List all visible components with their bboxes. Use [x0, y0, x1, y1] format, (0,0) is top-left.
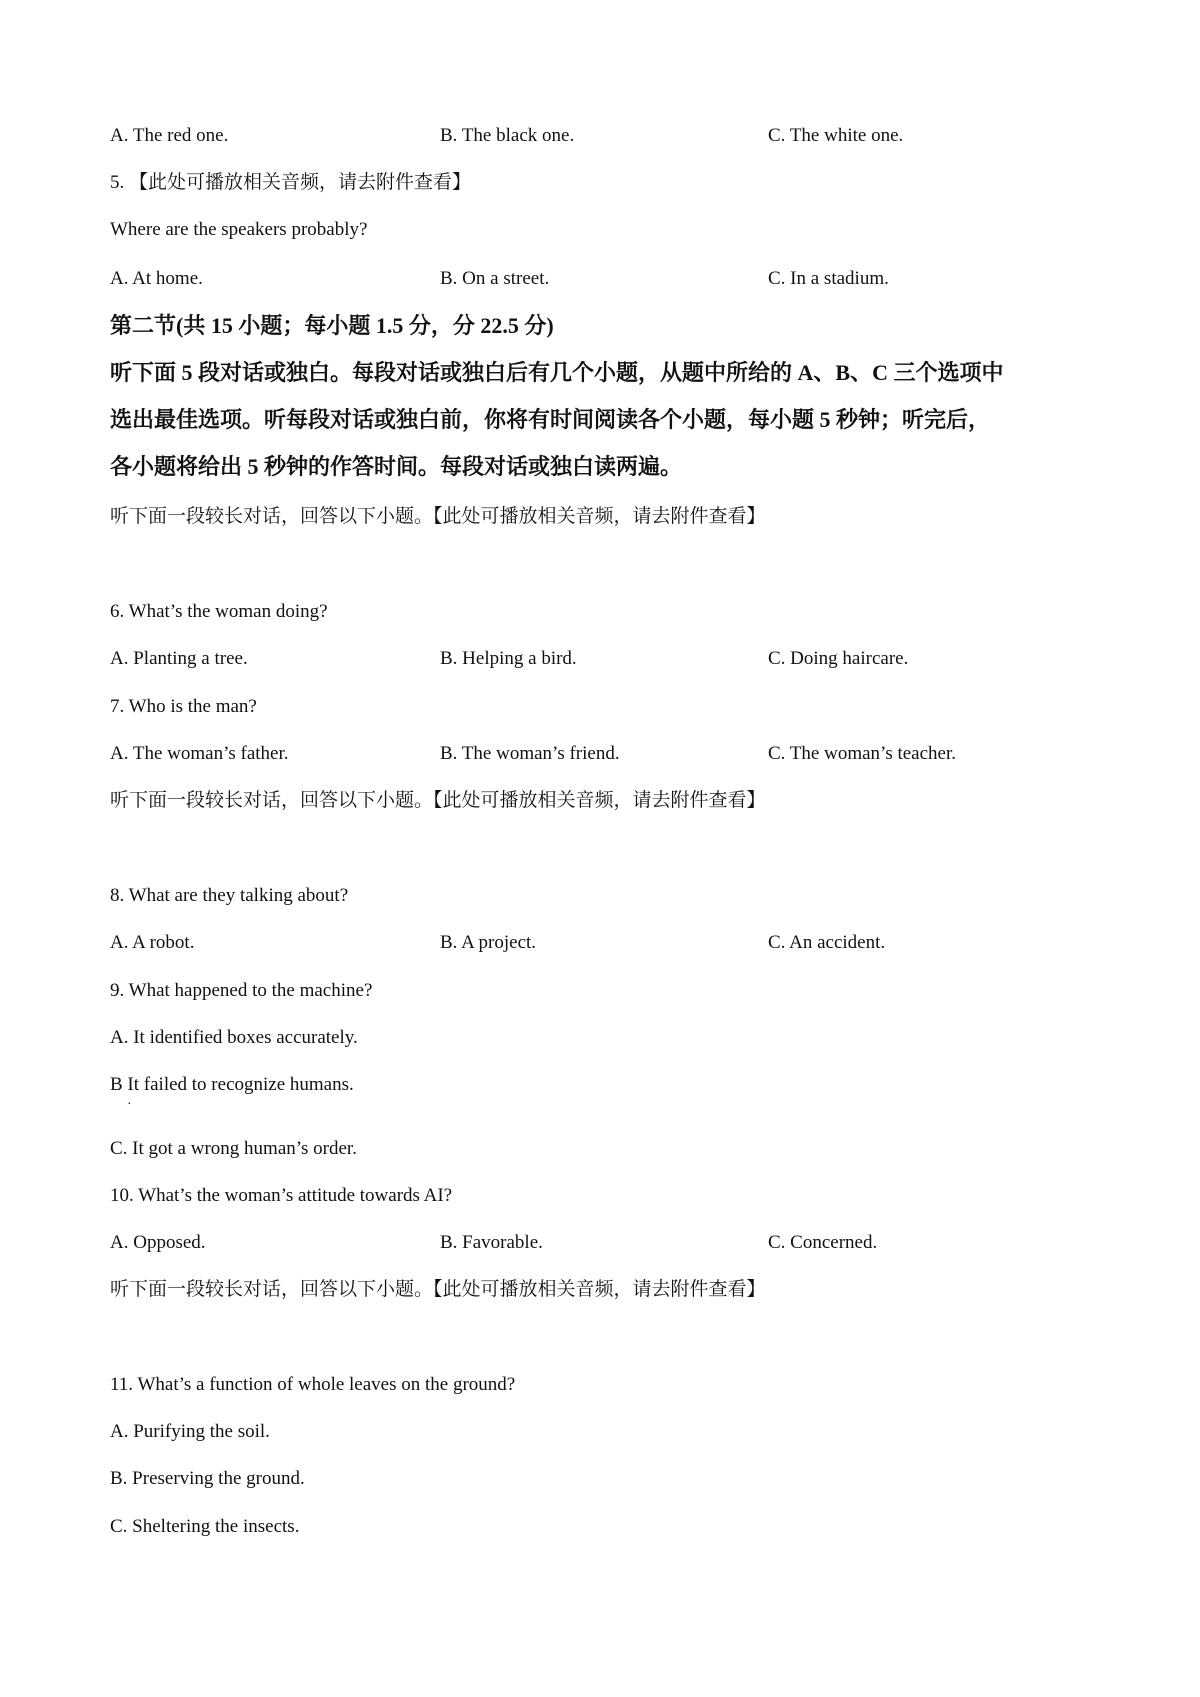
- q7-option-c: C. The woman’s teacher.: [768, 743, 957, 764]
- q7-option-a: A. The woman’s father.: [110, 743, 289, 764]
- q9-option-a: A. It identified boxes accurately.: [110, 1027, 358, 1048]
- q4-option-b: B. The black one.: [440, 125, 575, 146]
- q10-option-a: A. Opposed.: [110, 1232, 206, 1253]
- q6-option-c: C. Doing haircare.: [768, 648, 909, 669]
- q5-option-b: B. On a street.: [440, 268, 550, 289]
- q9-option-c: C. It got a wrong human’s order.: [110, 1138, 357, 1159]
- q9-question: 9. What happened to the machine?: [110, 980, 373, 1001]
- dialogue-3-intro: 听下面一段较长对话，回答以下小题。【此处可播放相关音频，请去附件查看】: [110, 1279, 766, 1300]
- q8-option-c: C. An accident.: [768, 932, 886, 953]
- q6-option-a: A. Planting a tree.: [110, 648, 248, 669]
- dialogue-2-intro: 听下面一段较长对话，回答以下小题。【此处可播放相关音频，请去附件查看】: [110, 790, 766, 811]
- q6-question: 6. What’s the woman doing?: [110, 601, 328, 622]
- q11-option-a: A. Purifying the soil.: [110, 1421, 270, 1442]
- section-2-instruction-2: 选出最佳选项。听每段对话或独白前，你将有时间阅读各个小题，每小题 5 秒钟；听完后，: [110, 407, 991, 432]
- q11-option-b: B. Preserving the ground.: [110, 1468, 305, 1489]
- q5-option-a: A. At home.: [110, 268, 203, 289]
- q10-option-b: B. Favorable.: [440, 1232, 543, 1253]
- q11-question: 11. What’s a function of whole leaves on the ground?: [110, 1374, 516, 1395]
- q4-option-c: C. The white one.: [768, 125, 904, 146]
- q10-option-c: C. Concerned.: [768, 1232, 878, 1253]
- dialogue-1-intro: 听下面一段较长对话，回答以下小题。【此处可播放相关音频，请去附件查看】: [110, 506, 766, 527]
- q7-option-b: B. The woman’s friend.: [440, 743, 620, 764]
- section-2-instruction-3: 各小题将给出 5 秒钟的作答时间。每段对话或独白读两遍。: [110, 454, 683, 479]
- q5-option-c: C. In a stadium.: [768, 268, 889, 289]
- q5-label: 5. 【此处可播放相关音频，请去附件查看】: [110, 172, 472, 193]
- q5-question: Where are the speakers probably?: [110, 219, 368, 240]
- q4-option-a: A. The red one.: [110, 125, 229, 146]
- stray-dot-mark: ·: [127, 1097, 132, 1112]
- q6-option-b: B. Helping a bird.: [440, 648, 577, 669]
- section-2-title: 第二节(共 15 小题；每小题 1.5 分，分 22.5 分): [110, 313, 554, 338]
- q11-option-c: C. Sheltering the insects.: [110, 1516, 300, 1537]
- q8-option-b: B. A project.: [440, 932, 537, 953]
- q9-option-b: B It failed to recognize humans.: [110, 1074, 354, 1095]
- q8-option-a: A. A robot.: [110, 932, 195, 953]
- q10-question: 10. What’s the woman’s attitude towards AI?: [110, 1185, 453, 1206]
- section-2-instruction-1: 听下面 5 段对话或独白。每段对话或独白后有几个小题，从题中所给的 A、B、C 三个选项中: [110, 360, 1004, 385]
- q8-question: 8. What are they talking about?: [110, 885, 349, 906]
- q7-question: 7. Who is the man?: [110, 696, 257, 717]
